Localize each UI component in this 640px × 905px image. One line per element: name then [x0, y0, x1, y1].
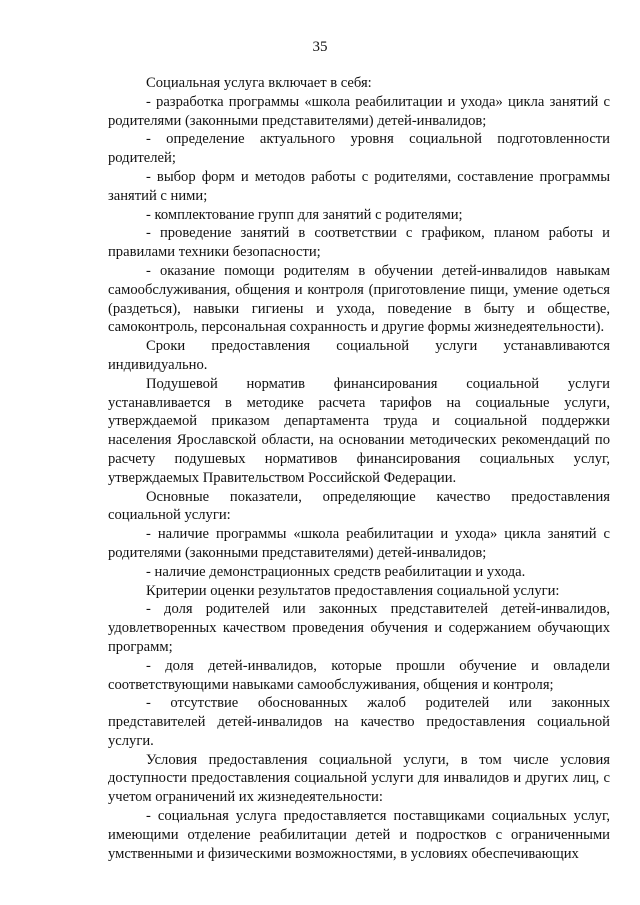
page-number: 35	[312, 39, 328, 55]
paragraph: Основные показатели, определяющие качество предоставления социальной услуги:	[108, 488, 610, 524]
list-item: - комплектование групп для занятий с родителями;	[146, 206, 463, 223]
list-item: - определение актуального уровня социальной подготовленности родителей;	[108, 131, 610, 167]
list-item: - доля детей-инвалидов, которые прошли обучение и овладели соответствующими навыками самообслуживания, общения и контроля;	[108, 657, 610, 693]
paragraph: Подушевой норматив финансирования социальной услуги устанавливается в методике расчета тарифов на социальные услуги, утверждаемой приказом департамента труда и социальной поддержки населения Ярославской области, на основании методических рекомендаций по расчету подушевых нормативов финансирования социальных услуг, утверждаемых Правительством Российской Федерации.	[108, 375, 610, 486]
list-item: - доля родителей или законных представителей детей-инвалидов, удовлетворенных качеством проведения обучения и содержанием обучающих программ;	[108, 601, 610, 655]
paragraph: Сроки предоставления социальной услуги устанавливаются индивидуально.	[108, 338, 610, 373]
paragraph: Социальная услуга включает в себя:	[146, 75, 372, 91]
list-item: - социальная услуга предоставляется поставщиками социальных услуг, имеющими отделение реабилитации детей и подростков с ограниченными умственными и физическими возможностями, в условиях обеспечивающих	[108, 808, 610, 862]
list-item: - наличие программы «школа реабилитации и ухода» цикла занятий с родителями (законными представителями) детей-инвалидов;	[108, 526, 610, 561]
page-body	[108, 74, 610, 863]
list-item: - проведение занятий в соответствии с графиком, планом работы и правилами техники безопасности;	[108, 225, 610, 261]
list-item: - оказание помощи родителям в обучении детей-инвалидов навыкам самообслуживания, общения и контроля (приготовление пищи, умение одеться (раздеться), навыки гигиены и ухода, поведение в быту и обществе, самоконтроль, персональная сохранность и другие формы жизнедеятельности).	[108, 262, 610, 336]
list-item: - разработка программы «школа реабилитации и ухода» цикла занятий с родителями (законными представителями) детей-инвалидов;	[108, 93, 610, 129]
list-item: - отсутствие обоснованных жалоб родителей или законных представителей детей-инвалидов на качество предоставления социальной услуги.	[108, 695, 610, 749]
list-item: - наличие демонстрационных средств реабилитации и ухода.	[146, 563, 526, 580]
list-item: - выбор форм и методов работы с родителями, составление программы занятий с ними;	[108, 168, 610, 204]
paragraph: Условия предоставления социальной услуги, в том числе условия доступности предоставления социальной услуги для инвалидов и других лиц, с учетом ограничений их жизнедеятельности:	[108, 751, 610, 806]
paragraph: Критерии оценки результатов предоставления социальной услуги:	[146, 582, 560, 599]
